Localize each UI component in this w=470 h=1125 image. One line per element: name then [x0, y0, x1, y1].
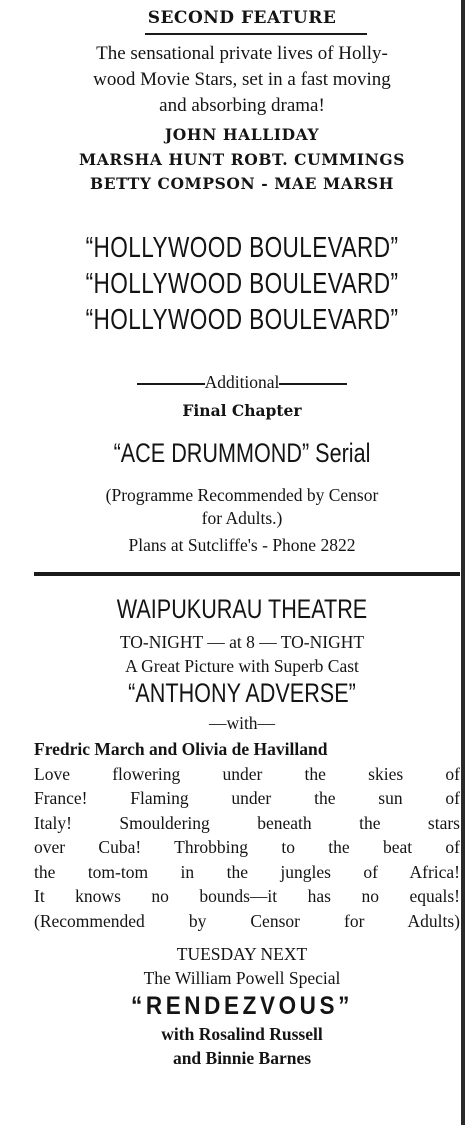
tonight-line: TO-NIGHT — at 8 — TO-NIGHT: [119, 632, 365, 652]
next-film-title: “RENDEZVOUS”: [131, 992, 353, 1020]
serial-title: “ACE DRUMMOND” Serial: [113, 438, 371, 468]
tagline-line-3: and absorbing drama!: [159, 95, 325, 116]
next-with-line-1: with Rosalind Russell: [161, 1024, 323, 1044]
description-line-5: the tom-tom in the jungles of Africa!: [34, 862, 460, 882]
special-line: The William Powell Special: [143, 968, 341, 988]
additional-line: [30, 374, 454, 392]
description-line-3: Italy! Smouldering beneath the stars: [34, 813, 460, 833]
feature-title-line-2: “HOLLYWOOD BOULEVARD”: [85, 268, 399, 300]
column-border-rule: [461, 0, 465, 1125]
dash-right: [279, 383, 347, 385]
tuesday-next: TUESDAY NEXT: [176, 944, 308, 964]
cast-line-3: BETTY COMPSON - MAE MARSH: [90, 174, 394, 193]
censor-line-1: (Programme Recommended by Censor: [105, 485, 379, 505]
header-underline: [145, 33, 367, 35]
censor-line-2: for Adults.): [201, 508, 283, 528]
tagline-line-2: wood Movie Stars, set in a fast moving: [93, 69, 391, 90]
description-line-7: (Recommended by Censor for Adults): [34, 911, 460, 931]
next-with-line-2: and Binnie Barnes: [172, 1048, 312, 1068]
description-line-6: It knows no bounds—it has no equals!: [34, 886, 460, 906]
feature-title-line-1: “HOLLYWOOD BOULEVARD”: [85, 232, 399, 264]
tagline-line-1: The sensational private lives of Holly-: [96, 43, 388, 64]
cast-line-2: MARSHA HUNT ROBT. CUMMINGS: [78, 150, 406, 169]
additional-label: Additional: [204, 372, 280, 392]
film-title: “ANTHONY ADVERSE”: [128, 678, 356, 708]
theatre-name: WAIPUKURAU THEATRE: [116, 594, 368, 624]
feature-title-line-3: “HOLLYWOOD BOULEVARD”: [85, 304, 399, 336]
booking-plans: Plans at Sutcliffe's - Phone 2822: [128, 535, 356, 555]
great-picture-line: A Great Picture with Superb Cast: [125, 656, 359, 676]
description-line-1: Love flowering under the skies of: [34, 764, 460, 784]
with-line: —with—: [208, 713, 276, 733]
section-header: SECOND FEATURE: [147, 8, 337, 28]
stars-line: Fredric March and Olivia de Havilland: [34, 739, 328, 759]
description-line-2: France! Flaming under the sun of: [34, 788, 460, 808]
dash-left: [137, 383, 205, 385]
final-chapter: Final Chapter: [182, 401, 302, 420]
section-divider: [34, 572, 460, 576]
description-line-4: over Cuba! Throbbing to the beat of: [34, 837, 460, 857]
cast-line-1: JOHN HALLIDAY: [164, 125, 320, 144]
